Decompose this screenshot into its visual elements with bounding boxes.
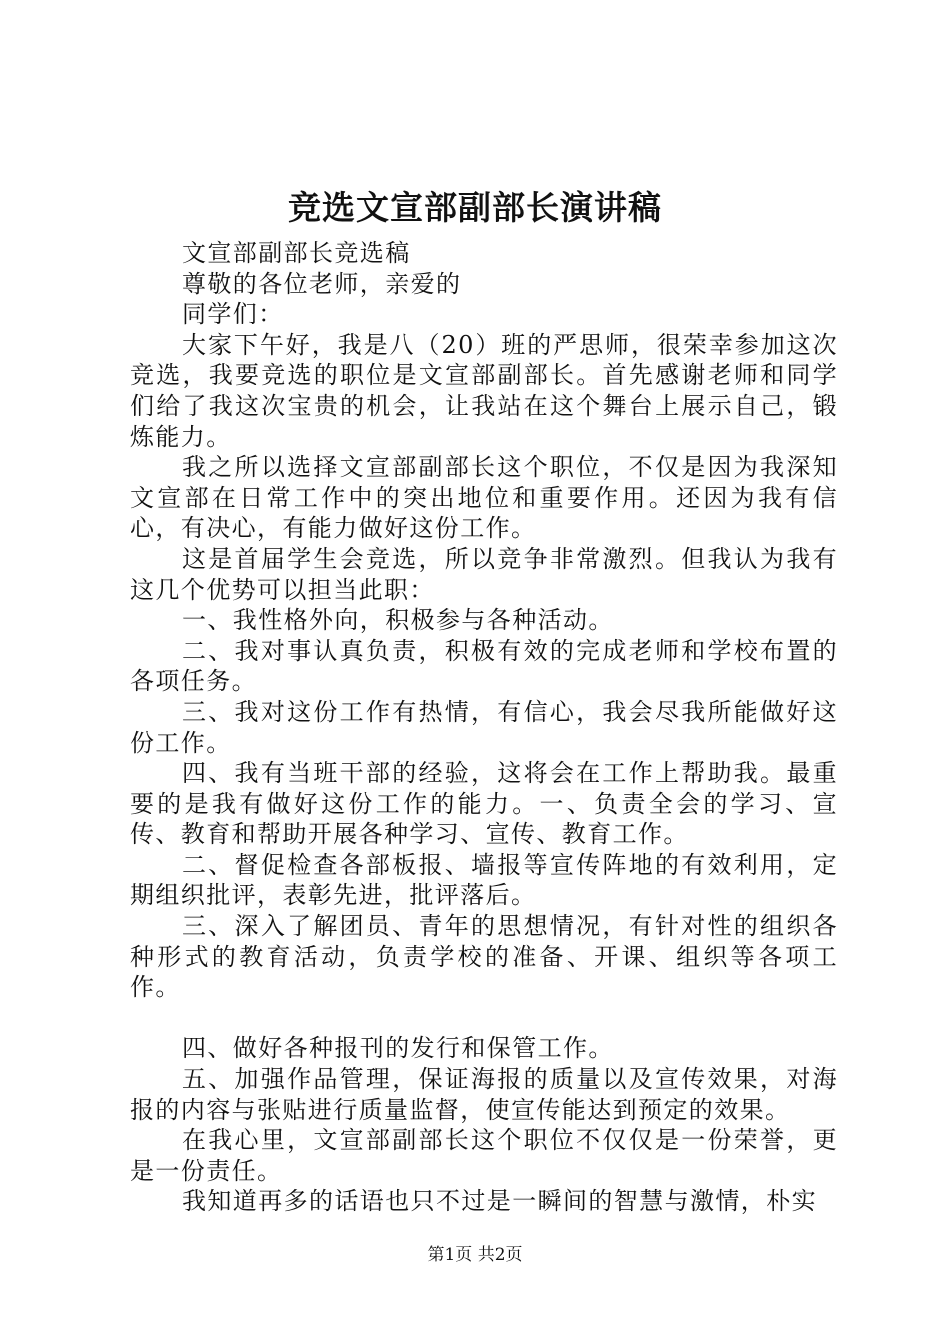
paragraph: 三、我对这份工作有热情，有信心，我会尽我所能做好这份工作。 xyxy=(130,697,838,757)
paragraph: 尊敬的各位老师，亲爱的 xyxy=(182,269,462,298)
paragraph: 三、深入了解团员、青年的思想情况，有针对性的组织各种形式的教育活动，负责学校的准备、开课、组织等各项工作。 xyxy=(130,912,838,1002)
paragraph: 大家下午好，我是八（20）班的严思师，很荣幸参加这次竞选，我要竞选的职位是文宣部副部长。首先感谢老师和同学们给了我这次宝贵的机会，让我站在这个舞台上展示自己，锻炼能力。 xyxy=(130,330,838,451)
paragraph: 二、督促检查各部板报、墙报等宣传阵地的有效利用，定期组织批评，表彰先进，批评落后。 xyxy=(130,850,838,910)
page-footer: 第1页 共2页 xyxy=(427,1245,523,1265)
paragraph: 四、我有当班干部的经验，这将会在工作上帮助我。最重要的是我有做好这份工作的能力。一、负责全会的学习、宣传、教育和帮助开展各种学习、宣传、教育工作。 xyxy=(130,759,838,849)
paragraph: 二、我对事认真负责，积极有效的完成老师和学校布置的各项任务。 xyxy=(130,636,838,696)
paragraph: 我知道再多的话语也只不过是一瞬间的智慧与激情，朴实 xyxy=(182,1187,817,1216)
paragraph: 五、加强作品管理，保证海报的质量以及宣传效果，对海报的内容与张贴进行质量监督，使宣传能达到预定的效果。 xyxy=(130,1065,838,1124)
paragraph: 同学们： xyxy=(182,300,284,329)
paragraph: 四、做好各种报刊的发行和保管工作。 xyxy=(182,1034,614,1063)
paragraph: 在我心里，文宣部副部长这个职位不仅仅是一份荣誉，更是一份责任。 xyxy=(130,1126,838,1185)
blank-line xyxy=(130,1003,838,1034)
paragraph: 我之所以选择文宣部副部长这个职位，不仅是因为我深知文宣部在日常工作中的突出地位和重要作用。还因为我有信心，有决心，有能力做好这份工作。 xyxy=(130,453,838,543)
paragraph: 这是首届学生会竞选，所以竞争非常激烈。但我认为我有这几个优势可以担当此职： xyxy=(130,544,838,604)
document-body xyxy=(130,238,838,1217)
paragraph: 一、我性格外向，积极参与各种活动。 xyxy=(182,606,614,635)
document-title: 竞选文宣部副部长演讲稿 xyxy=(288,188,662,227)
paragraph: 文宣部副部长竞选稿 xyxy=(182,239,411,267)
